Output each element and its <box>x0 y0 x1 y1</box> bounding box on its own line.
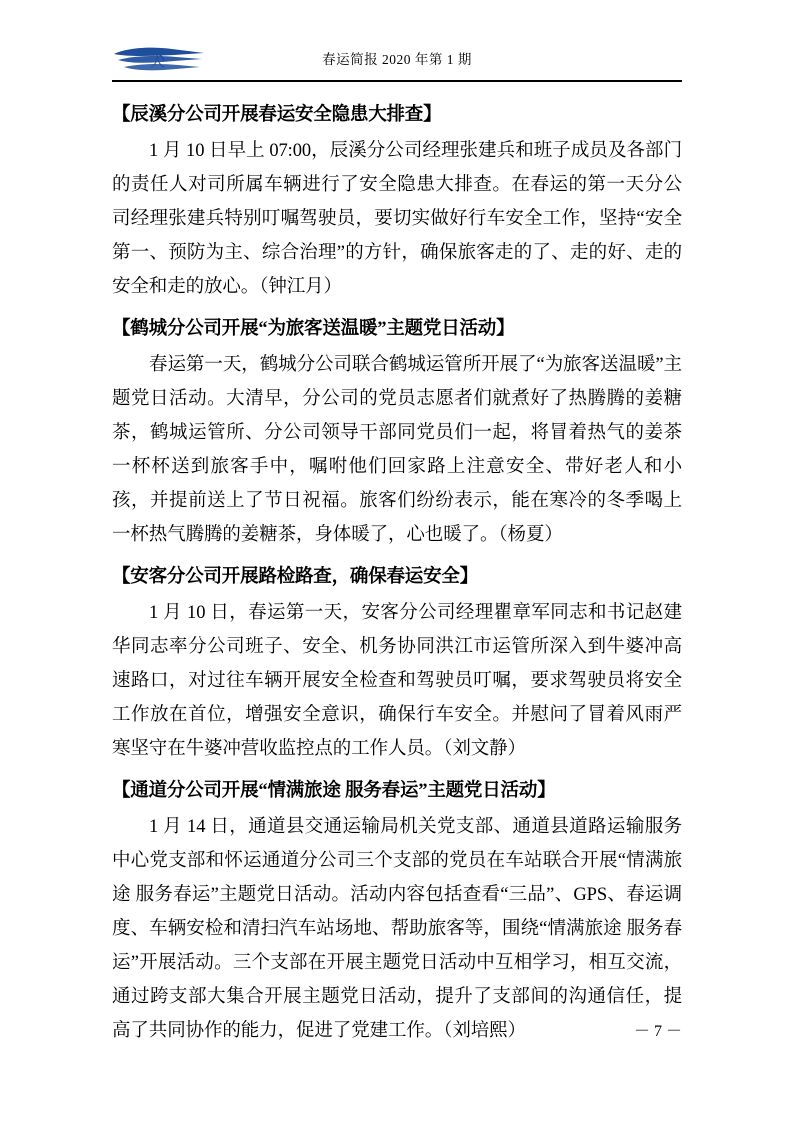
page-number: － 7 － <box>633 1023 682 1040</box>
document-body <box>112 90 682 1050</box>
section-heading-1: 【辰溪分公司开展春运安全隐患大排查】 <box>112 105 442 125</box>
section-heading-4: 【通道分公司开展“情满旅途 服务春运”主题党日活动】 <box>112 781 556 801</box>
section-paragraph-4: 1 月 14 日，通道县交通运输局机关党支部、通道县道路运输服务中心党支部和怀运通道分公司三个支部的党员在车站联合开展“情满旅途 服务春运”主题党日活动。活动内容包括查看“三品”、GPS、春运调度、车辆安检和清扫汽车站场地、帮助旅客等，围绕“情满旅途 服务春运”开展活动。三个支部在开展主题党日活动中互相学习，相互交流，通过跨支部大集合开展主题党日活动，提升了支部间的沟通信任，提高了共同协作的能力，促进了党建工作。（刘培熙） <box>112 817 682 1041</box>
header-title: 春运简报 2020 年第 1 期 <box>322 52 472 67</box>
page-header <box>112 40 682 82</box>
section-paragraph-2: 春运第一天，鹤城分公司联合鹤城运管所开展了“为旅客送温暖”主题党日活动。大清早，分公司的党员志愿者们就煮好了热腾腾的姜糖茶，鹤城运管所、分公司领导干部同党员们一起，将冒着热气的姜茶一杯杯送到旅客手中，嘱咐他们回家路上注意安全、带好老人和小孩，并提前送上了节日祝福。旅客们纷纷表示，能在寒冷的冬季喝上一杯热气腾腾的姜糖茶，身体暖了，心也暖了。（杨夏） <box>112 355 682 545</box>
section-paragraph-3: 1 月 10 日，春运第一天，安客分公司经理瞿章军同志和书记赵建华同志率分公司班子、安全、机务协同洪江市运管所深入到牛婆冲高速路口，对过往车辆开展安全检查和驾驶员叮嘱，要求驾驶员将安全工作放在首位，增强安全意识，确保行车安全。并慰问了冒着风雨严寒坚守在牛婆冲营收监控点的工作人员。（刘文静） <box>112 603 682 759</box>
svg-text:人: 人 <box>150 54 166 70</box>
header-divider <box>112 80 682 82</box>
section-heading-3: 【安客分公司开展路检路查，确保春运安全】 <box>112 567 479 587</box>
section-paragraph-1: 1 月 10 日早上 07:00，辰溪分公司经理张建兵和班子成员及各部门的责任人对司所属车辆进行了安全隐患大排查。在春运的第一天分公司经理张建兵特别叮嘱驾驶员，要切实做好行车安全工作，坚持“安全第一、预防为主、综合治理”的方针，确保旅客走的了、走的好、走的安全和走的放心。（钟江月） <box>112 141 682 297</box>
section-heading-2: 【鹤城分公司开展“为旅客送温暖”主题党日活动】 <box>112 319 515 339</box>
